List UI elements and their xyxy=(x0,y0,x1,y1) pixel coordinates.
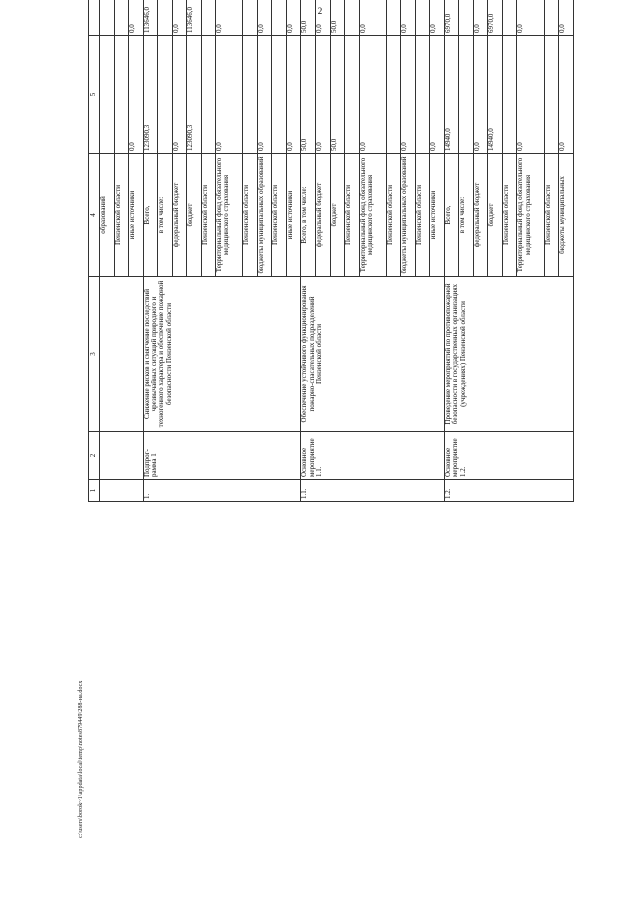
rotated-table-container xyxy=(88,7,574,826)
empty-cell xyxy=(100,432,144,480)
value-cell: 0,0 xyxy=(359,36,386,154)
value-cell xyxy=(386,36,401,154)
value-cell xyxy=(459,36,474,154)
value-cell xyxy=(345,0,360,36)
value-cell xyxy=(544,0,559,36)
source-label-cell: Пензенской области xyxy=(544,154,559,277)
source-label-cell: бюджеты муниципальных xyxy=(559,154,574,277)
value-cell: 0,0 xyxy=(172,36,187,154)
value-cell: 0,0 xyxy=(316,0,331,36)
item-number-cell: 1. xyxy=(143,480,301,502)
value-cell xyxy=(201,0,216,36)
value-cell xyxy=(386,0,401,36)
value-cell xyxy=(201,36,216,154)
value-cell: 14940,0 xyxy=(488,36,503,154)
source-label-cell: иные источники xyxy=(129,154,144,277)
page-number: 2 xyxy=(317,6,323,16)
source-label-cell: Пензенской области xyxy=(114,154,129,277)
header-cell: 2 xyxy=(89,432,100,480)
source-label-cell: бюджет xyxy=(488,154,503,277)
source-label-cell: Пензенской области xyxy=(272,154,287,277)
value-cell: 0,0 xyxy=(257,0,272,36)
item-type-cell: Основное мероприятие 1.2. xyxy=(444,432,573,480)
source-label-cell: Пензенской области xyxy=(201,154,216,277)
value-cell xyxy=(272,0,287,36)
value-cell: 123090,3 xyxy=(187,36,202,154)
header-cell: 3 xyxy=(89,277,100,432)
value-cell: 0,0 xyxy=(430,36,445,154)
value-cell: 123090,3 xyxy=(143,36,158,154)
source-label-cell: Территориальный фонд обязательного медицинского страхования xyxy=(216,154,243,277)
table-row xyxy=(301,0,316,502)
value-cell: 0,0 xyxy=(401,36,416,154)
source-label-cell: в том числе: xyxy=(459,154,474,277)
item-number-cell: 1.1. xyxy=(301,480,444,502)
table-row xyxy=(444,0,459,502)
source-label-cell: Всего, xyxy=(444,154,459,277)
value-cell: 0,0 xyxy=(473,0,488,36)
header-cell: 1 xyxy=(89,480,100,502)
value-cell: 14940,0 xyxy=(444,36,459,154)
source-label-cell: федеральный бюджет xyxy=(172,154,187,277)
value-cell: 0,0 xyxy=(473,36,488,154)
empty-cell xyxy=(100,480,144,502)
item-description-cell: Обеспечение устойчивого функционирования пожарно-спасательных подразделений Пензенской области xyxy=(301,277,444,432)
source-label-cell: Всего, в том числе: xyxy=(301,154,316,277)
source-label-cell: федеральный бюджет xyxy=(316,154,331,277)
value-cell xyxy=(243,36,258,154)
source-label-cell: Всего, xyxy=(143,154,158,277)
value-cell: 0,0 xyxy=(517,0,544,36)
header-cell xyxy=(89,0,100,36)
value-cell xyxy=(114,0,129,36)
source-label-cell: Пензенской области xyxy=(502,154,517,277)
source-label-cell: бюджет xyxy=(330,154,345,277)
value-cell: 50,0 xyxy=(330,0,345,36)
value-cell: 6970,0 xyxy=(488,0,503,36)
value-cell xyxy=(415,36,430,154)
source-label-cell: федеральный бюджет xyxy=(473,154,488,277)
source-label-cell: Пензенской области xyxy=(243,154,258,277)
source-label-cell: образований xyxy=(100,154,115,277)
source-label-cell: иные источники xyxy=(286,154,301,277)
value-cell: 0,0 xyxy=(129,0,144,36)
item-number-cell: 1.2. xyxy=(444,480,573,502)
item-description-cell: Проведение мероприятий по противопожарной безопасности в государственных организациях (учреждениях) Пензенской области xyxy=(444,277,573,432)
value-cell: 113646,0 xyxy=(143,0,158,36)
item-description-cell: Снижение рисков и смягчение последствий чрезвычайных ситуаций природного и техногенного характера и обеспечение пожарной безопасности Пензенской области xyxy=(143,277,301,432)
value-cell: 0,0 xyxy=(559,0,574,36)
item-type-cell: Основное мероприятие 1.1. xyxy=(301,432,444,480)
source-label-cell: Территориальный фонд обязательного медицинского страхования xyxy=(359,154,386,277)
value-cell: 50,0 xyxy=(330,36,345,154)
value-cell: 0,0 xyxy=(286,0,301,36)
value-cell xyxy=(114,36,129,154)
table-row xyxy=(143,0,158,502)
source-label-cell: бюджет xyxy=(187,154,202,277)
value-cell: 0,0 xyxy=(286,36,301,154)
value-cell: 0,0 xyxy=(401,0,416,36)
table-body xyxy=(100,0,574,502)
source-label-cell: Пензенской области xyxy=(345,154,360,277)
value-cell: 0,0 xyxy=(257,36,272,154)
value-cell xyxy=(100,0,115,36)
value-cell xyxy=(502,36,517,154)
value-cell xyxy=(158,36,173,154)
header-row xyxy=(89,0,100,502)
value-cell xyxy=(345,36,360,154)
header-cell: 5 xyxy=(89,36,100,154)
value-cell: 0,0 xyxy=(316,36,331,154)
source-label-cell: в том числе: xyxy=(158,154,173,277)
value-cell xyxy=(158,0,173,36)
value-cell: 0,0 xyxy=(129,36,144,154)
value-cell: 6970,0 xyxy=(444,0,459,36)
footer-path: c:\users\borok~1\appdata\local\temp\notes879449\288-на.docx xyxy=(78,680,84,838)
value-cell: 0,0 xyxy=(216,36,243,154)
value-cell xyxy=(544,36,559,154)
value-cell: 113646,0 xyxy=(187,0,202,36)
value-cell: 0,0 xyxy=(172,0,187,36)
value-cell xyxy=(415,0,430,36)
table-row xyxy=(100,0,115,502)
value-cell: 0,0 xyxy=(216,0,243,36)
budget-table xyxy=(88,0,574,502)
value-cell: 50,0 xyxy=(301,36,316,154)
value-cell xyxy=(459,0,474,36)
value-cell: 0,0 xyxy=(359,0,386,36)
value-cell xyxy=(272,36,287,154)
value-cell: 0,0 xyxy=(559,36,574,154)
value-cell: 0,0 xyxy=(517,36,544,154)
header-cell: 4 xyxy=(89,154,100,277)
empty-cell xyxy=(100,277,144,432)
value-cell: 50,0 xyxy=(301,0,316,36)
value-cell: 0,0 xyxy=(430,0,445,36)
value-cell xyxy=(502,0,517,36)
table-landscape xyxy=(88,0,574,502)
item-type-cell: Подпрог-рамма 1 xyxy=(143,432,301,480)
source-label-cell: Территориальный фонд обязательного медицинского страхования xyxy=(517,154,544,277)
source-label-cell: бюджеты муниципальных образований xyxy=(401,154,416,277)
source-label-cell: Пензенской области xyxy=(386,154,401,277)
source-label-cell: бюджеты муниципальных образований xyxy=(257,154,272,277)
value-cell xyxy=(100,36,115,154)
source-label-cell: иные источники xyxy=(430,154,445,277)
source-label-cell: Пензенской области xyxy=(415,154,430,277)
value-cell xyxy=(243,0,258,36)
